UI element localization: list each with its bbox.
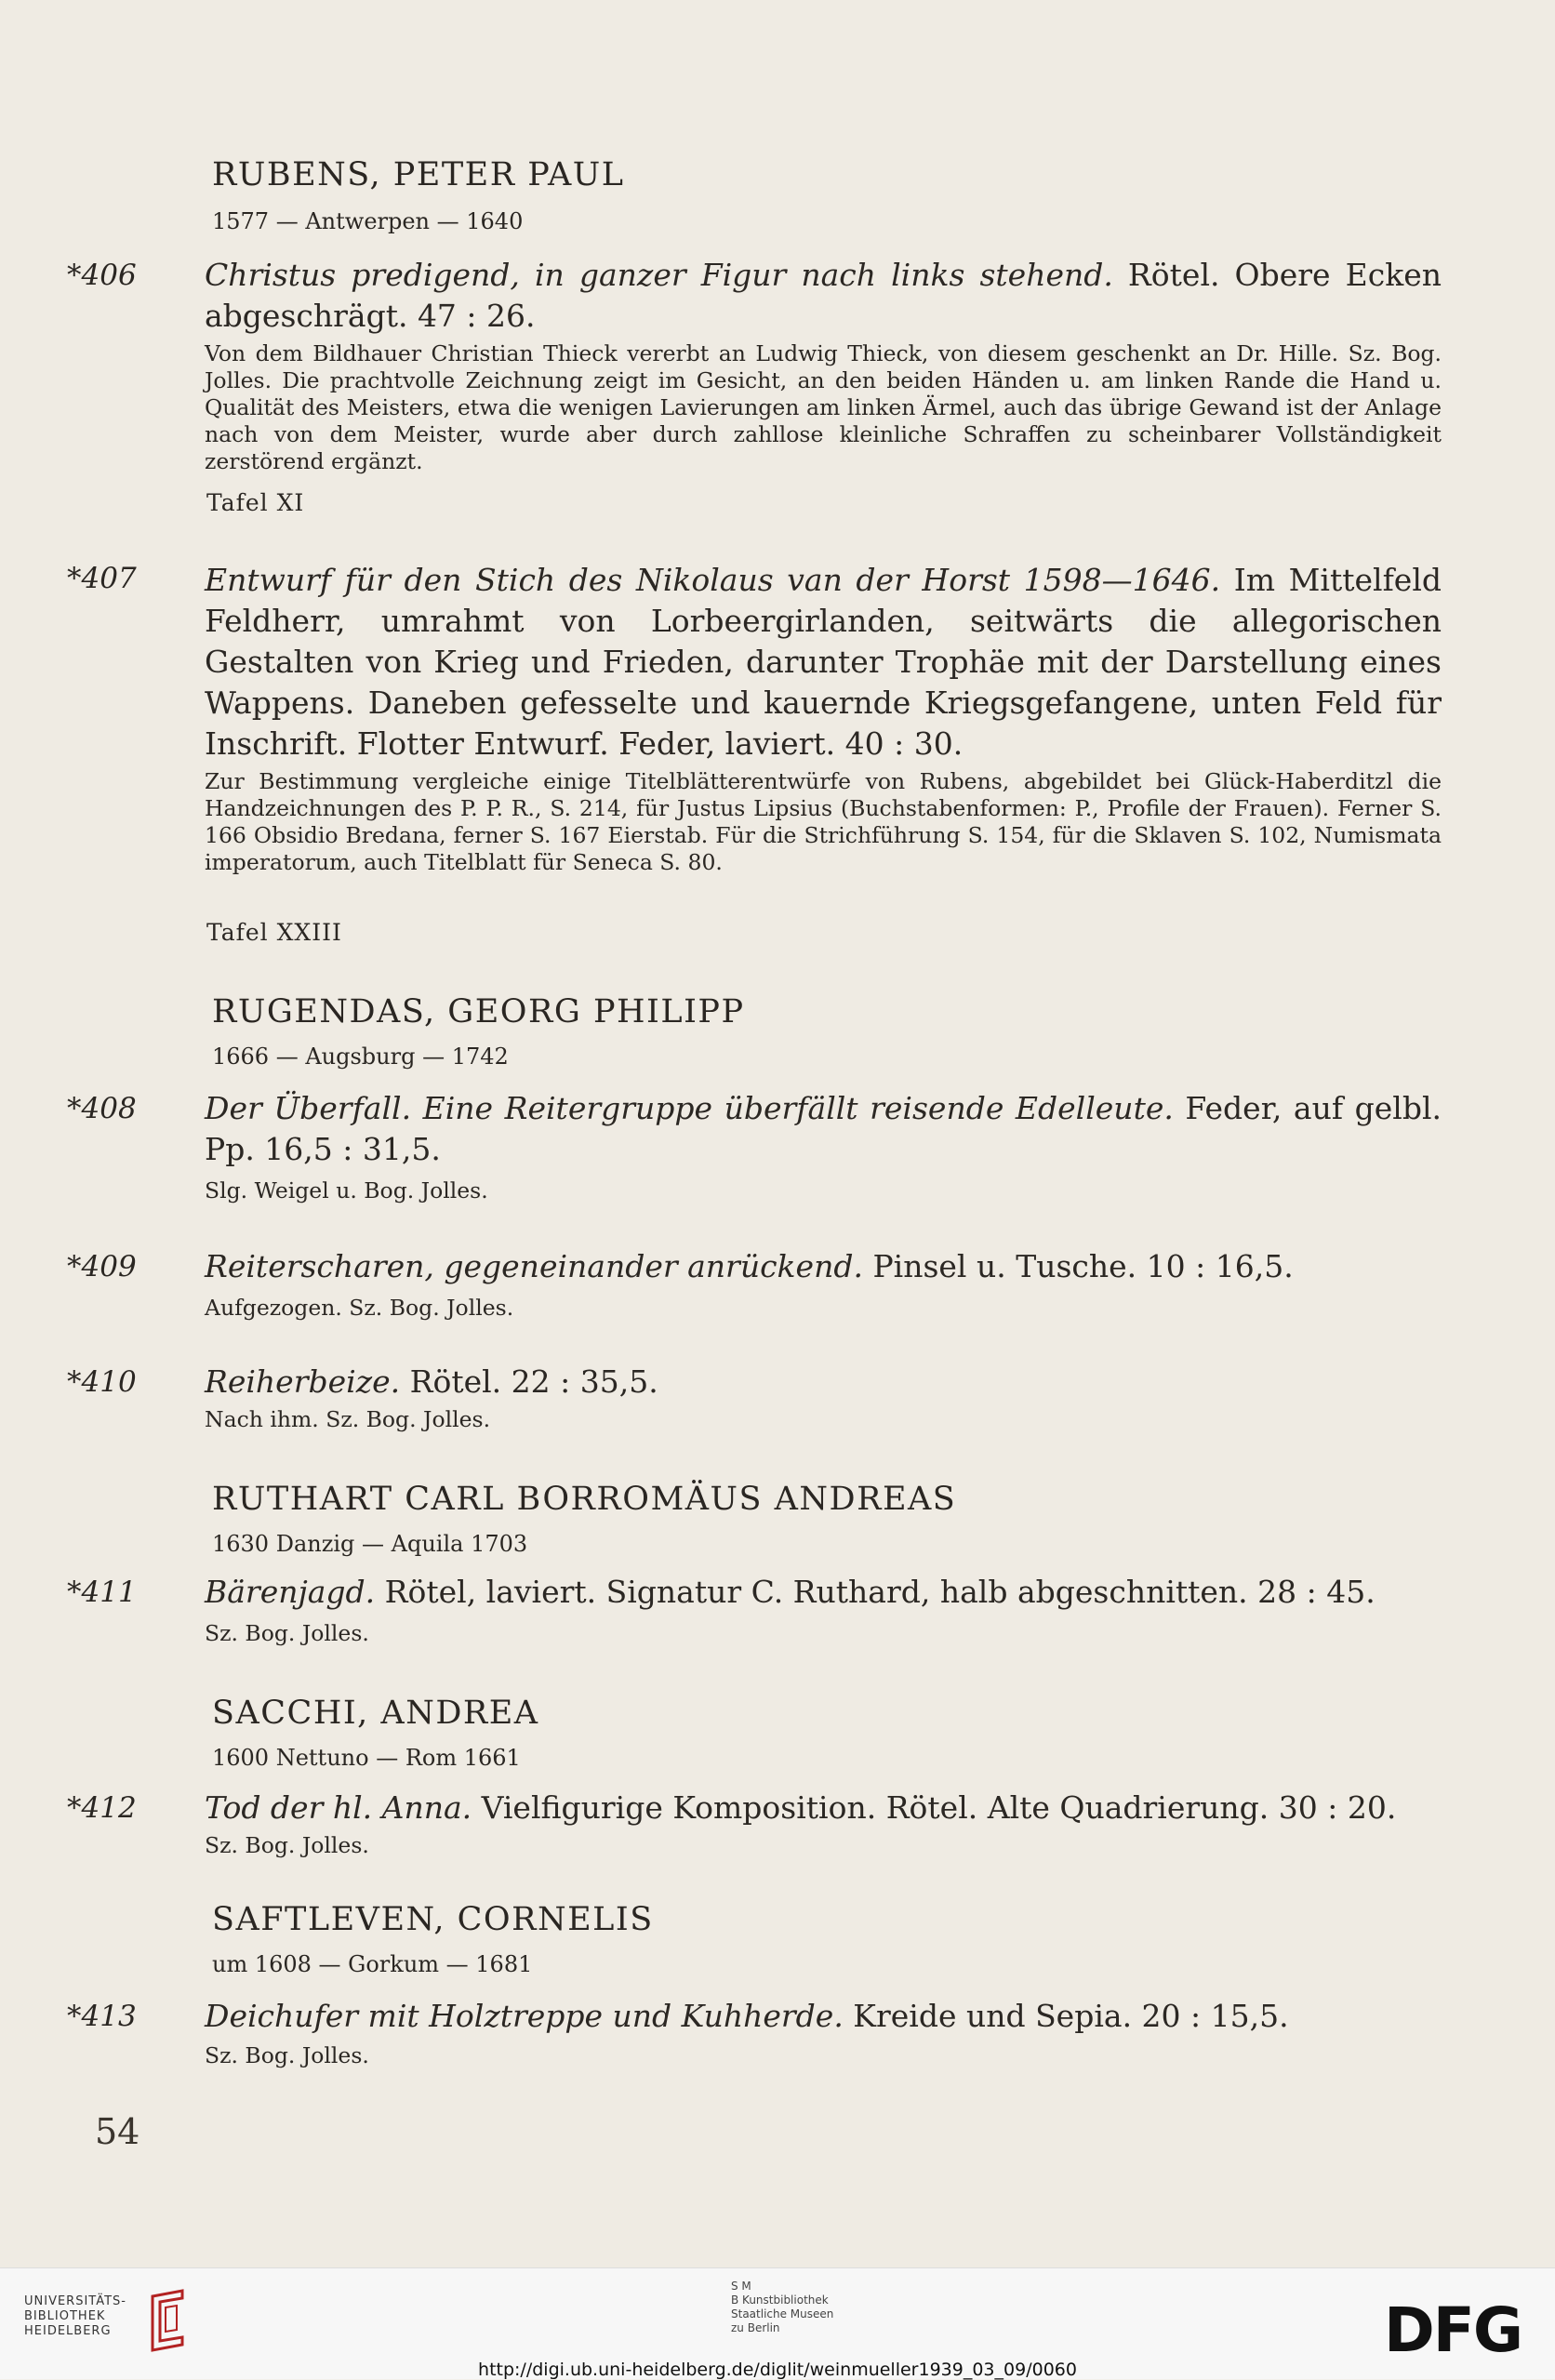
lot-description: Rötel. 22 : 35,5. (400, 1363, 658, 1400)
lot-note: Sz. Bog. Jolles. (205, 2042, 369, 2068)
lot-entry (205, 560, 1442, 765)
artist-dates: um 1608 — Gorkum — 1681 (212, 1951, 533, 1977)
lot-note: Slg. Weigel u. Bog. Jolles. (205, 1177, 488, 1203)
artist-heading: SACCHI, ANDREA (212, 1695, 539, 1732)
dfg-logo[interactable]: DFG (1384, 2294, 1522, 2366)
logo-line: B Kunstbibliothek (731, 2294, 829, 2307)
lot-description: Pinsel u. Tusche. 10 : 16,5. (862, 1248, 1294, 1284)
lot-number: *410 (67, 1365, 137, 1399)
logo-line: HEIDELBERG (24, 2324, 112, 2338)
lot-number: *408 (67, 1092, 137, 1125)
lot-title: Reiterscharen, gegeneinander anrückend. (205, 1248, 863, 1284)
page-number: 54 (95, 2111, 140, 2152)
lot-entry (205, 1088, 1442, 1170)
lot-entry (205, 1996, 1442, 2037)
lot-title: Bärenjagd. (205, 1574, 376, 1610)
viewer-footer (0, 2267, 1555, 2379)
lot-description: Vielfigurige Komposition. Rötel. Alte Quadrierung. 30 : 20. (472, 1789, 1397, 1826)
lot-description: Rötel. Obere Ecken abgeschrägt. 47 : 26. (205, 257, 1442, 334)
lot-number: *412 (67, 1791, 137, 1825)
logo-line: S M (731, 2280, 751, 2293)
lot-title: Tod der hl. Anna. (205, 1789, 472, 1826)
artist-dates: 1600 Nettuno — Rom 1661 (212, 1745, 521, 1771)
logo-line: BIBLIOTHEK (24, 2309, 106, 2323)
logo-line: UNIVERSITÄTS- (24, 2294, 126, 2308)
lot-note: Aufgezogen. Sz. Bog. Jolles. (205, 1295, 514, 1321)
lot-title: Der Überfall. Eine Reitergruppe überfällt reisende Edelleute. (205, 1090, 1174, 1126)
plate-reference: Tafel XXIII (206, 919, 342, 946)
permalink-url[interactable]: http://digi.ub.uni-heidelberg.de/diglit/weinmueller1939_03_09/0060 (478, 2360, 1077, 2380)
lot-entry (205, 1362, 1442, 1403)
lot-note: Von dem Bildhauer Christian Thieck vererbt an Ludwig Thieck, von diesem geschenkt an Dr. Hille. Sz. Bog. Jolles. Die prachtvolle Zeichnung zeigt im Gesicht, an den beiden Händen u. am linken Rande die Hand u. Qualität des Meisters, etwa die wenigen Lavierungen am linken Ärmel, auch das übrige Gewand ist der Anlage nach von dem Meister, wurde aber durch zahllose kleinliche Schraffen zu scheinbarer Vollständigkeit zerstörend ergänzt. (205, 340, 1442, 474)
lot-entry (205, 255, 1442, 337)
lot-note: Sz. Bog. Jolles. (205, 1620, 369, 1646)
lot-note: Zur Bestimmung vergleiche einige Titelblätterentwürfe von Rubens, abgebildet bei Glück-Haberditzl die Handzeichnungen des P. P. R., S. 214, für Justus Lipsius (Buchstabenformen: P., Profile der Frauen). Ferner S. 166 Obsidio Bredana, ferner S. 167 Eierstab. Für die Strichführung S. 154, für die Sklaven S. 102, Numismata imperatorum, auch Titelblatt für Seneca S. 80. (205, 768, 1442, 875)
lot-title: Deichufer mit Holztreppe und Kuhherde. (205, 1998, 844, 2034)
lot-description: Feder, auf gelbl. Pp. 16,5 : 31,5. (205, 1090, 1442, 1167)
lot-description: Rötel, laviert. Signatur C. Ruthard, halb abgeschnitten. 28 : 45. (375, 1574, 1376, 1610)
artist-dates: 1630 Danzig — Aquila 1703 (212, 1531, 528, 1557)
lot-number: *409 (67, 1250, 137, 1283)
plate-reference: Tafel XI (206, 489, 305, 516)
lot-description: Kreide und Sepia. 20 : 15,5. (843, 1998, 1289, 2034)
artist-heading: SAFTLEVEN, CORNELIS (212, 1901, 654, 1938)
lot-entry (205, 1246, 1442, 1287)
logo-line: zu Berlin (731, 2321, 780, 2334)
university-library-logo-text[interactable] (24, 2294, 126, 2339)
artist-dates: 1666 — Augsburg — 1742 (212, 1044, 509, 1070)
smb-logo-text[interactable] (731, 2280, 833, 2335)
lot-number: *411 (67, 1576, 137, 1609)
lot-title: Entwurf für den Stich des Nikolaus van der Horst 1598—1646. (205, 562, 1221, 598)
artist-heading: RUTHART CARL BORROMÄUS ANDREAS (212, 1481, 957, 1518)
lot-note: Sz. Bog. Jolles. (205, 1832, 369, 1858)
lot-number: *406 (67, 259, 137, 292)
lot-note: Nach ihm. Sz. Bog. Jolles. (205, 1406, 491, 1432)
artist-heading: RUGENDAS, GEORG PHILIPP (212, 993, 745, 1030)
lot-number: *413 (67, 2000, 137, 2033)
lot-description: Im Mittelfeld Feldherr, umrahmt von Lorbeergirlanden, seitwärts die allegorischen Gestalten von Krieg und Frieden, darunter Trophäe mit der Darstellung eines Wappens. Daneben gefesselte und kauernde Kriegsgefangene, unten Feld für Inschrift. Flotter Entwurf. Feder, laviert. 40 : 30. (205, 562, 1442, 762)
artist-heading: RUBENS, PETER PAUL (212, 156, 625, 193)
artist-dates: 1577 — Antwerpen — 1640 (212, 208, 524, 234)
lot-entry (205, 1788, 1442, 1828)
lot-title: Reiherbeize. (205, 1363, 401, 1400)
logo-line: Staatliche Museen (731, 2307, 834, 2320)
lot-title: Christus predigend, in ganzer Figur nach links stehend. (205, 257, 1113, 293)
lot-entry (205, 1572, 1442, 1613)
lot-number: *407 (67, 562, 137, 595)
heidelberg-logo-icon[interactable] (147, 2287, 188, 2352)
